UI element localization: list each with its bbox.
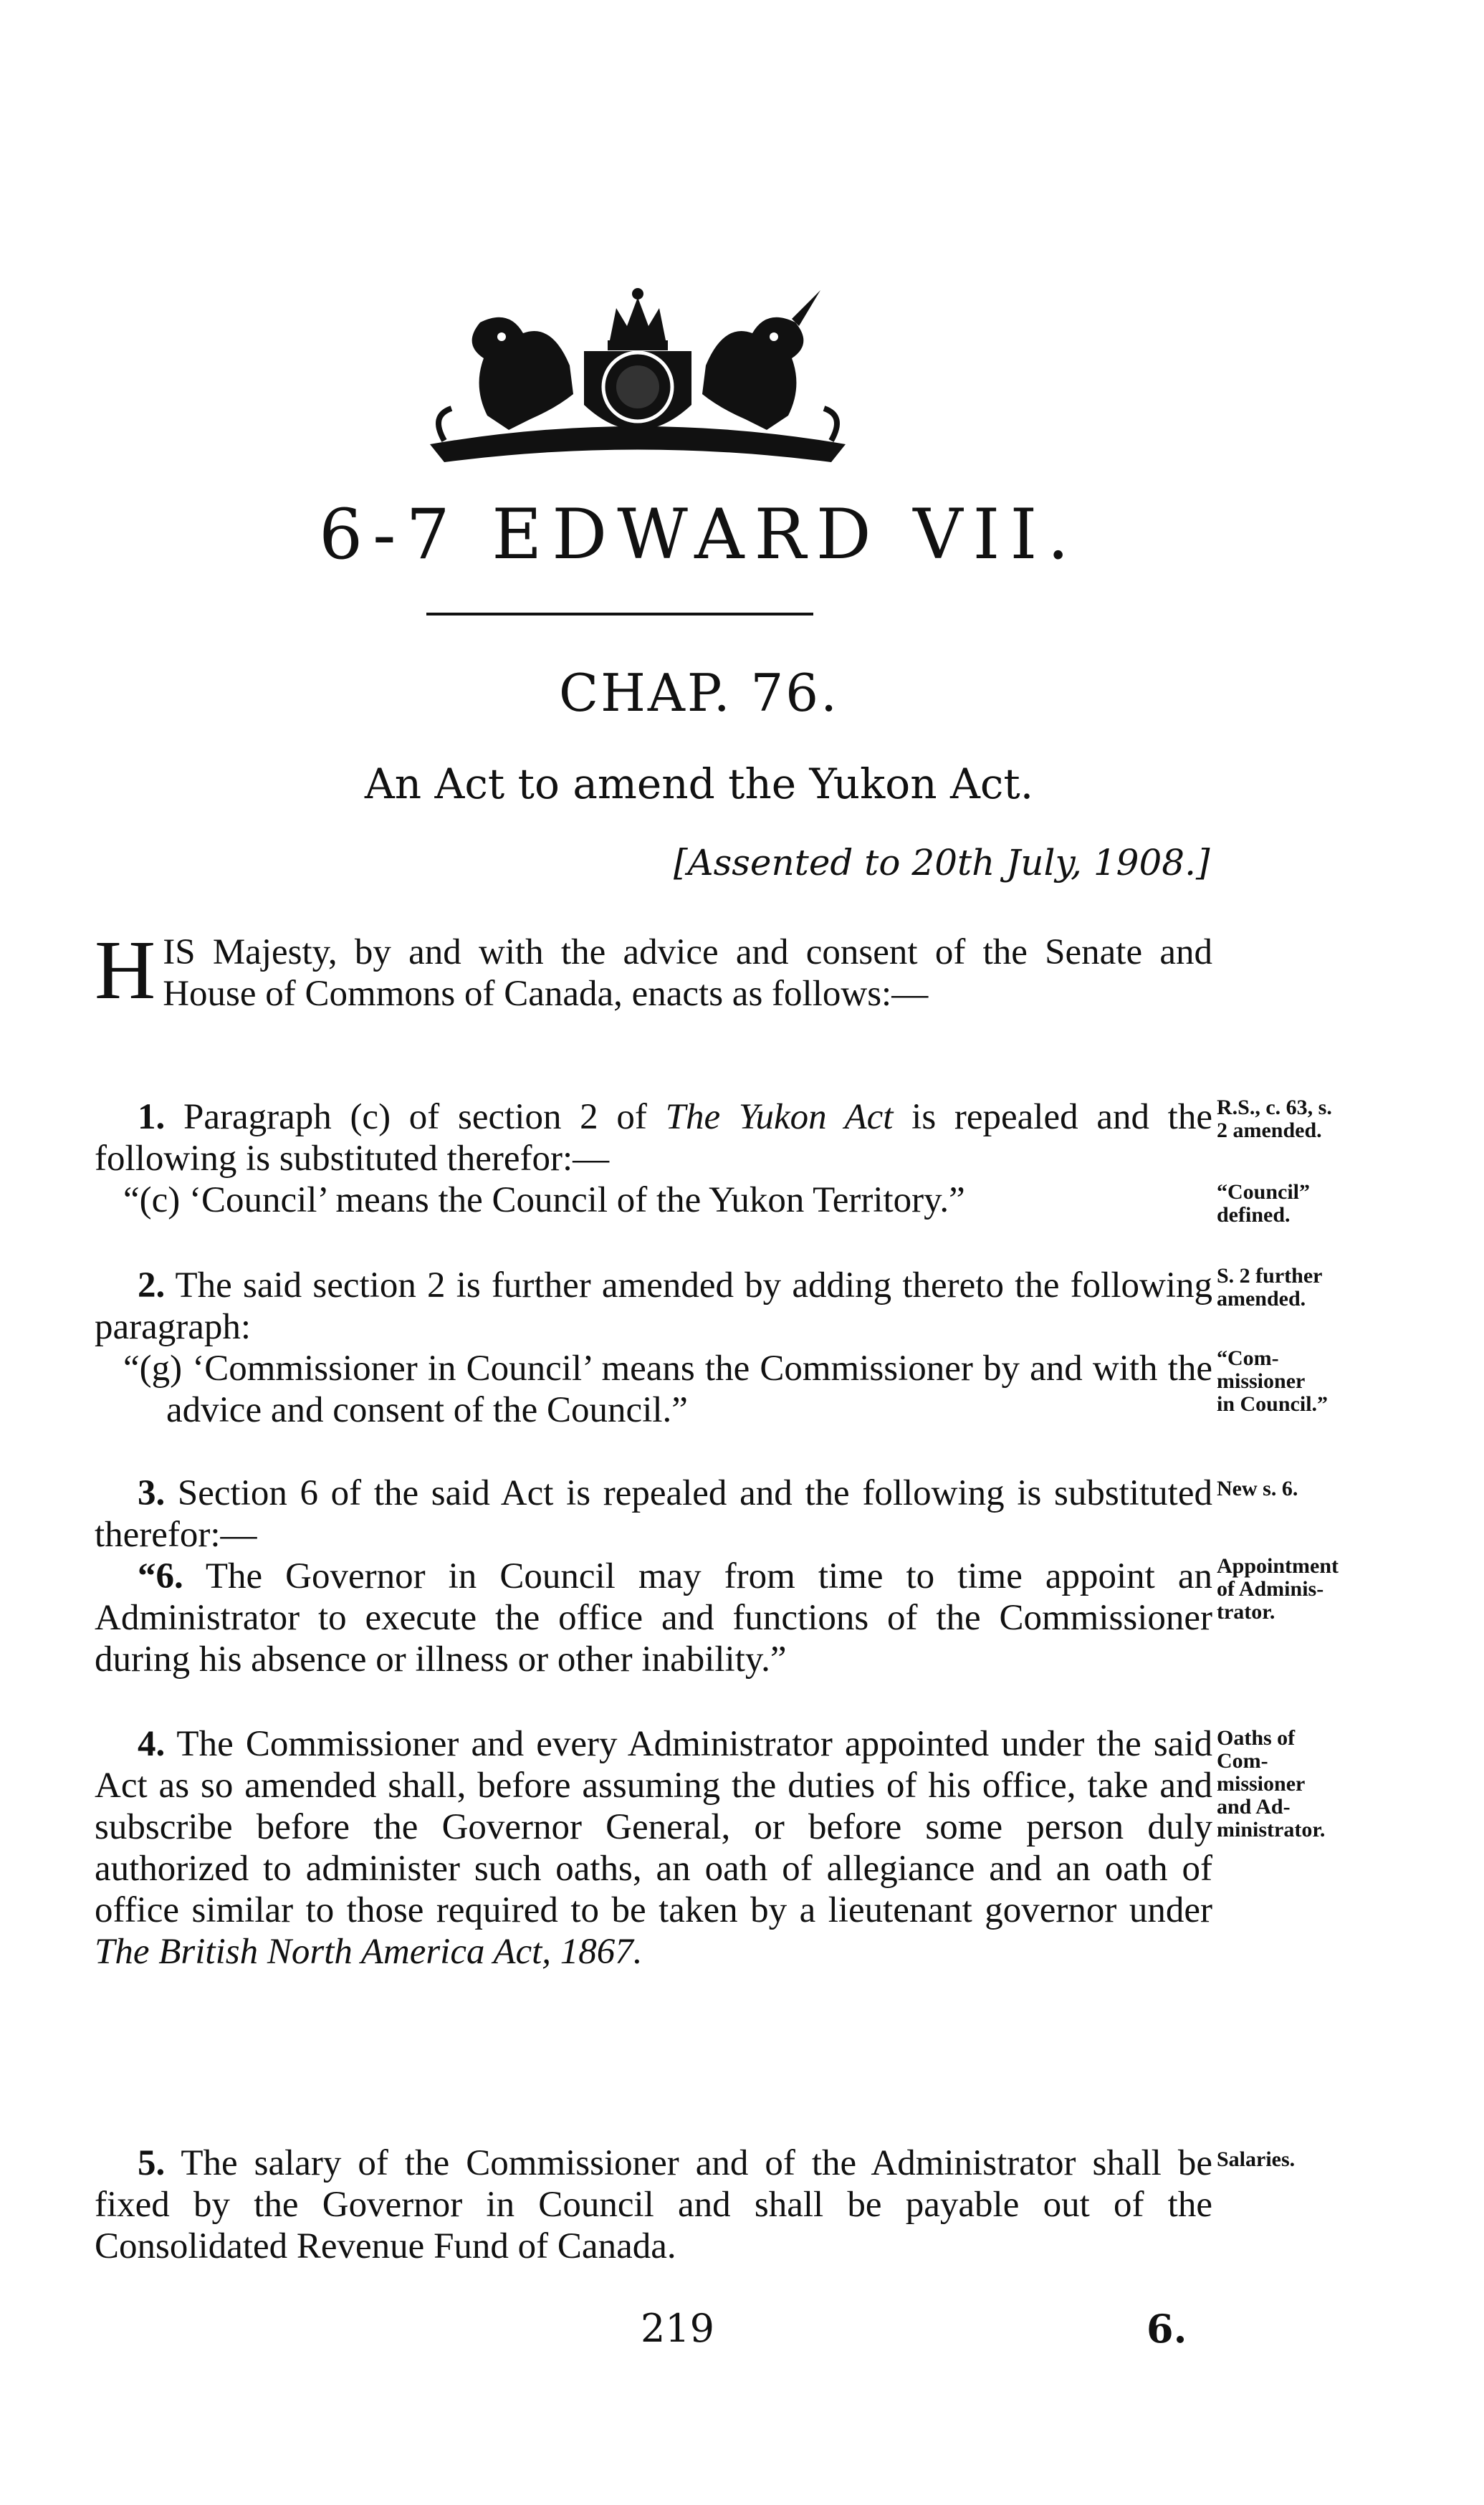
marginal-note-line: defined. [1217, 1203, 1291, 1227]
marginal-note [1217, 1347, 1396, 1416]
section-number: 4. [138, 1724, 166, 1764]
section-5 [95, 2142, 1212, 2267]
royal-coat-of-arms [401, 265, 874, 480]
enacting-clause-text: IS Majesty, by and with the advice and consent of the Senate and House of Commons of Canada, enacts as follows:— [163, 932, 1212, 1014]
marginal-note-line: Salaries. [1217, 2147, 1296, 2171]
page-number: 219 [640, 2306, 715, 2351]
section-4 [95, 1723, 1212, 1973]
section-quote: “(g) ‘Commissioner in Council’ means the Commissioner by and with the advice and consent of the Council.” [123, 1349, 1212, 1430]
marginal-note-line: “Council” [1217, 1180, 1311, 1204]
marginal-note-line: missioner [1217, 1772, 1306, 1796]
marginal-note [1217, 1727, 1396, 1841]
catchword: 6. [1146, 2306, 1187, 2352]
marginal-note-line: Oaths of [1217, 1726, 1296, 1750]
enacting-clause [95, 923, 1212, 1017]
drop-cap: H [95, 923, 156, 1017]
section-text: The Commissioner and every Administrator appointed under the said Act as so amended shall, before assuming the duties of his office, take and subscribe before the Governor General, or before some person duly authorized to administer such oaths, an oath of allegiance and an oath of office similar to those required to be taken by a lieutenant governor under [95, 1724, 1212, 1930]
section-text-italic: The British North America Act, 1867. [95, 1932, 643, 1972]
marginal-note [1217, 2148, 1396, 2171]
section-text: Paragraph (c) of section 2 of [165, 1097, 666, 1137]
marginal-note-line: S. 2 further [1217, 1264, 1323, 1288]
marginal-note-line: and Ad- [1217, 1795, 1291, 1819]
marginal-note-line: Appointment [1217, 1554, 1339, 1578]
section-text: The salary of the Commissioner and of the Administrator shall be fixed by the Governor in Council and shall be payable out of the Consolidated Revenue Fund of Canada. [95, 2143, 1212, 2266]
section-number: 3. [138, 1473, 166, 1513]
marginal-note-line: missioner [1217, 1369, 1306, 1393]
section-number: 5. [138, 2143, 166, 2183]
quoted-section-number: “6. [138, 1556, 183, 1596]
marginal-note [1217, 1477, 1396, 1500]
marginal-note [1217, 1181, 1396, 1227]
section-1 [95, 1096, 1212, 1221]
section-quote: “(c) ‘Council’ means the Council of the Yukon Territory.” [123, 1180, 965, 1220]
act-title: An Act to amend the Yukon Act. [364, 760, 1034, 808]
marginal-note [1217, 1096, 1396, 1142]
section-quote: The Governor in Council may from time to time appoint an Administrator to execute the office and functions of the Commissioner during his absence or illness or other inability.” [95, 1556, 1212, 1680]
section-number: 1. [138, 1097, 166, 1137]
section-text: Section 6 of the said Act is repealed and the following is substituted therefor:— [95, 1473, 1212, 1555]
section-number: 2. [138, 1265, 166, 1306]
chapter-heading: CHAP. 76. [558, 663, 839, 723]
heading-rule [426, 613, 813, 616]
marginal-note-line: 2 amended. [1217, 1119, 1322, 1142]
marginal-note-line: in Council.” [1217, 1392, 1329, 1416]
section-text-italic: The Yukon Act [665, 1097, 894, 1137]
marginal-note-line: ministrator. [1217, 1818, 1326, 1841]
marginal-note-line: New s. 6. [1217, 1477, 1298, 1500]
marginal-note-line: amended. [1217, 1287, 1306, 1311]
marginal-note [1217, 1265, 1396, 1311]
assent-date: [Assented to 20th July, 1908.] [674, 842, 1210, 883]
section-text: is repealed and the following is substituted therefor:— [95, 1097, 1212, 1179]
marginal-note-line: Com- [1217, 1749, 1268, 1773]
marginal-note-line: R.S., c. 63, s. [1217, 1096, 1332, 1119]
marginal-note-line: “Com- [1217, 1346, 1279, 1370]
marginal-note-line: trator. [1217, 1600, 1275, 1624]
section-3 [95, 1472, 1212, 1680]
regnal-year-heading: 6-7 EDWARD VII. [319, 494, 1079, 575]
marginal-note [1217, 1555, 1396, 1624]
marginal-note-line: of Adminis- [1217, 1577, 1324, 1601]
section-text: The said section 2 is further amended by adding thereto the following paragraph: [95, 1265, 1212, 1347]
section-2 [95, 1265, 1212, 1431]
